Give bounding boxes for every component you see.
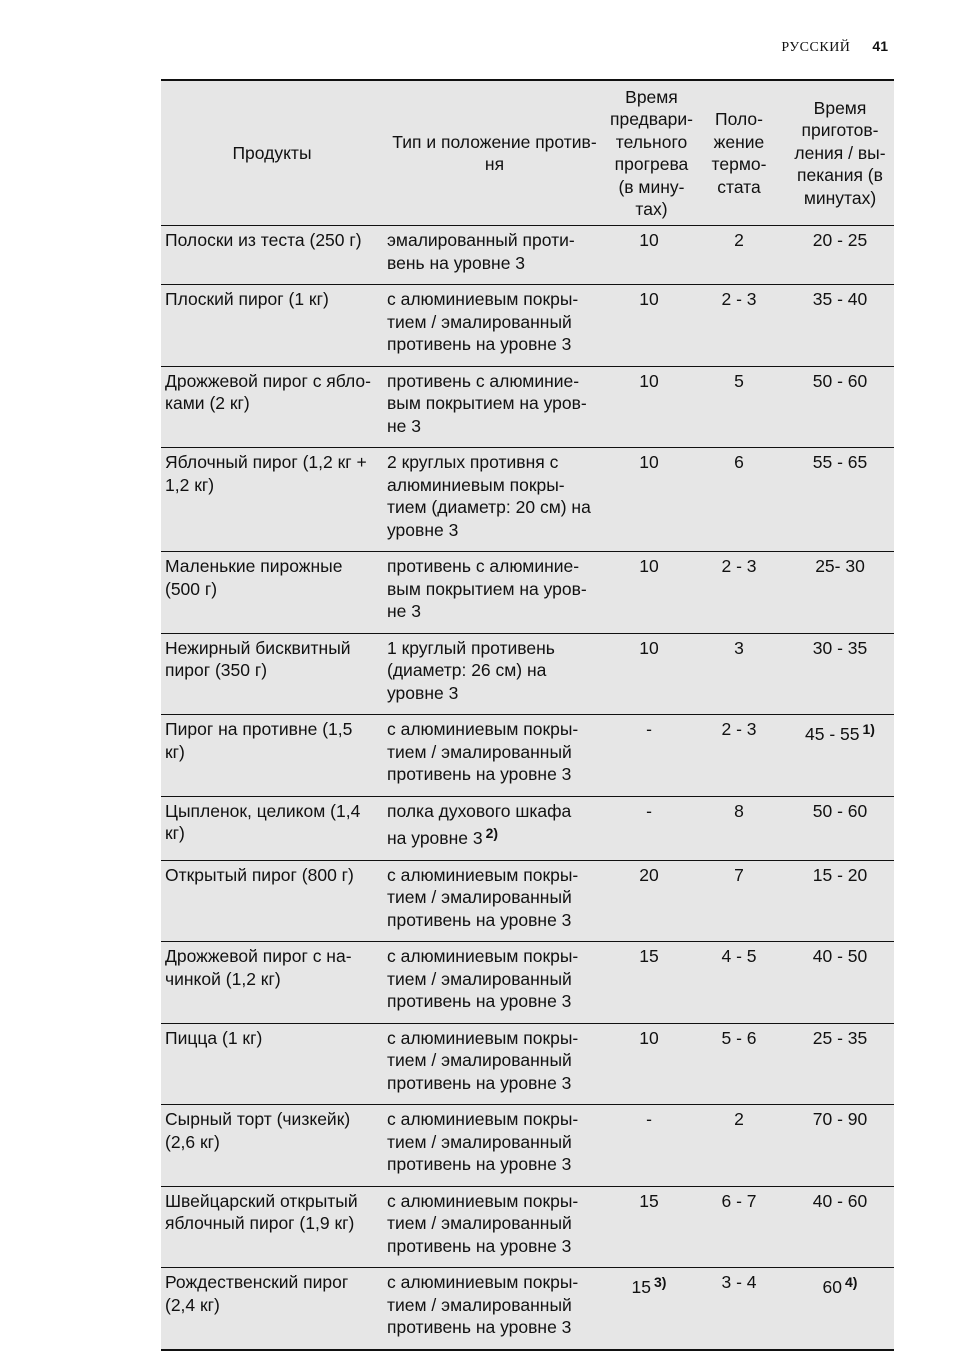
cell-tray xyxy=(383,1023,606,1105)
cell-preheat-text: 10 xyxy=(639,637,659,658)
cell-time xyxy=(786,226,894,285)
cell-preheat xyxy=(606,1268,692,1350)
cell-product xyxy=(161,1105,383,1187)
cell-preheat-text: 10 xyxy=(639,230,659,250)
cell-thermostat-text: 2 - 3 xyxy=(721,719,757,739)
cell-product xyxy=(161,860,383,942)
cell-time xyxy=(786,633,894,715)
table-row xyxy=(161,285,894,367)
cell-thermostat xyxy=(692,796,786,860)
cell-time xyxy=(786,552,894,634)
cell-preheat-text: - xyxy=(646,719,652,739)
cell-time xyxy=(786,860,894,942)
cell-product-text: Нежирный бисквитный пирог (350 г) xyxy=(165,637,351,680)
cell-thermostat-text: 4 - 5 xyxy=(721,946,757,966)
cell-time-text: 55 - 65 xyxy=(812,452,868,472)
cell-product xyxy=(161,285,383,367)
cell-thermostat xyxy=(692,366,786,448)
cell-tray-text: с алюминиевым покры- тием / эмалированный противень на уровне 3 xyxy=(387,289,579,354)
cell-tray xyxy=(383,285,606,367)
table-row xyxy=(161,860,894,942)
cell-tray-text: эмалированный проти- вень на уровне 3 xyxy=(387,230,575,273)
cell-preheat xyxy=(606,942,692,1024)
cell-product xyxy=(161,366,383,448)
cell-preheat xyxy=(606,285,692,367)
table-row xyxy=(161,796,894,860)
cell-time xyxy=(786,1268,894,1350)
cell-time xyxy=(786,366,894,448)
table-row xyxy=(161,942,894,1024)
cell-tray xyxy=(383,633,606,715)
cell-thermostat xyxy=(692,942,786,1024)
header-tray: Тип и положение против- ня xyxy=(383,80,606,226)
cell-tray-text: 2 круглых противня с алюминиевым покры- тием (диаметр: 20 см) на уровне 3 xyxy=(387,452,591,540)
cell-product-text: Маленькие пирожные (500 г) xyxy=(165,556,343,599)
cell-thermostat xyxy=(692,1268,786,1350)
cell-product-text: Плоский пирог (1 кг) xyxy=(165,289,329,309)
cell-product-text: Пирог на противне (1,5 кг) xyxy=(165,719,353,762)
cell-tray-text: с алюминиевым покры- тием / эмалированный противень на уровне 3 xyxy=(387,1109,579,1174)
cell-product-text: Цыпленок, целиком (1,4 кг) xyxy=(165,800,361,843)
cell-tray xyxy=(383,448,606,552)
page-number: 41 xyxy=(872,38,888,54)
cell-tray-text: с алюминиевым покры- тием / эмалированный противень на уровне 3 xyxy=(387,1272,579,1337)
cell-preheat xyxy=(606,633,692,715)
cell-time-text: 40 - 60 xyxy=(812,1190,868,1211)
cell-product-text: Открытый пирог (800 г) xyxy=(165,864,354,885)
cell-tray xyxy=(383,942,606,1024)
table-row xyxy=(161,1268,894,1350)
cell-tray xyxy=(383,1105,606,1187)
header-thermostat: Поло- жение термо- стата xyxy=(692,80,786,226)
cell-tray xyxy=(383,1268,606,1350)
table-row xyxy=(161,715,894,797)
page-header xyxy=(781,38,888,56)
cell-time-text: 25 - 35 xyxy=(812,1027,868,1048)
cell-time xyxy=(786,942,894,1024)
cell-preheat-text: 10 xyxy=(639,370,659,391)
cell-preheat xyxy=(606,796,692,860)
cell-time-text: 70 - 90 xyxy=(812,1109,868,1129)
footnote-marker: 3) xyxy=(654,1274,667,1290)
cell-product xyxy=(161,1023,383,1105)
cell-tray-text: полка духового шкафа на уровне 3 xyxy=(387,800,572,848)
cell-time xyxy=(786,1105,894,1187)
table-row xyxy=(161,1186,894,1268)
cell-thermostat-text: 5 xyxy=(734,370,744,391)
cell-tray-text: противень с алюминие- вым покрытием на уров- не 3 xyxy=(387,556,587,621)
cell-time xyxy=(786,1186,894,1268)
cell-thermostat-text: 2 xyxy=(734,230,744,250)
cell-tray xyxy=(383,552,606,634)
cell-tray-text: с алюминиевым покры- тием / эмалированный противень на уровне 3 xyxy=(387,946,579,1011)
cell-time-text: 50 - 60 xyxy=(812,800,868,821)
cell-product xyxy=(161,1186,383,1268)
cell-product-text: Швейцарский открытый яблочный пирог (1,9 кг) xyxy=(165,1190,358,1233)
cell-tray xyxy=(383,366,606,448)
cell-tray-text: противень с алюминие- вым покрытием на уров- не 3 xyxy=(387,370,587,436)
cell-tray-text: 1 круглый противень (диаметр: 26 см) на уровне 3 xyxy=(387,637,555,703)
cell-tray-text: с алюминиевым покры- тием / эмалированный противень на уровне 3 xyxy=(387,1190,579,1256)
cell-product xyxy=(161,226,383,285)
cell-thermostat-text: 3 - 4 xyxy=(721,1272,757,1292)
cell-time-text: 40 - 50 xyxy=(812,946,868,966)
table-row xyxy=(161,366,894,448)
cell-product-text: Дрожжевой пирог с на- чинкой (1,2 кг) xyxy=(165,946,352,989)
cell-time xyxy=(786,448,894,552)
section-title: РУССКИЙ xyxy=(781,40,851,55)
cell-thermostat xyxy=(692,285,786,367)
cell-preheat-text: 10 xyxy=(639,452,659,472)
table-row xyxy=(161,448,894,552)
cell-thermostat-text: 5 - 6 xyxy=(721,1027,757,1048)
cell-time-text: 30 - 35 xyxy=(812,637,868,658)
cell-product xyxy=(161,552,383,634)
cell-thermostat-text: 2 - 3 xyxy=(721,556,757,576)
cell-thermostat xyxy=(692,226,786,285)
cell-tray xyxy=(383,226,606,285)
cell-preheat xyxy=(606,366,692,448)
cell-preheat-text: 15 xyxy=(631,1277,651,1297)
table-row xyxy=(161,633,894,715)
cell-time xyxy=(786,1023,894,1105)
footnote-marker: 4) xyxy=(845,1274,858,1290)
cell-thermostat-text: 6 - 7 xyxy=(721,1190,757,1211)
header-time: Время приготов- ления / вы- пекания (в минутах) xyxy=(786,80,894,226)
cell-product xyxy=(161,448,383,552)
cell-thermostat xyxy=(692,552,786,634)
cell-tray-text: с алюминиевым покры- тием / эмалированный противень на уровне 3 xyxy=(387,864,579,930)
cell-preheat-text: 15 xyxy=(639,1190,659,1211)
cell-product-text: Пицца (1 кг) xyxy=(165,1027,263,1048)
cell-thermostat xyxy=(692,715,786,797)
cell-tray xyxy=(383,1186,606,1268)
cell-time xyxy=(786,715,894,797)
cell-preheat-text: 10 xyxy=(639,1027,659,1048)
cell-preheat xyxy=(606,1105,692,1187)
cell-preheat xyxy=(606,860,692,942)
cell-time xyxy=(786,285,894,367)
cell-tray-text: с алюминиевым покры- тием / эмалированный противень на уровне 3 xyxy=(387,719,579,784)
cell-thermostat-text: 7 xyxy=(734,864,744,885)
cell-tray xyxy=(383,796,606,860)
table-row xyxy=(161,552,894,634)
cell-product xyxy=(161,715,383,797)
cell-preheat-text: - xyxy=(646,800,652,821)
cell-product-text: Сырный торт (чизкейк) (2,6 кг) xyxy=(165,1109,351,1152)
cell-thermostat xyxy=(692,1023,786,1105)
cell-thermostat xyxy=(692,633,786,715)
footnote-marker: 2) xyxy=(485,825,499,841)
cell-product-text: Яблочный пирог (1,2 кг + 1,2 кг) xyxy=(165,452,367,495)
cell-product-text: Дрожжевой пирог с ябло- ками (2 кг) xyxy=(165,370,371,413)
cell-tray-text: с алюминиевым покры- тием / эмалированный противень на уровне 3 xyxy=(387,1027,579,1093)
cell-tray xyxy=(383,860,606,942)
cell-preheat-text: 20 xyxy=(639,864,659,885)
cell-time xyxy=(786,796,894,860)
cell-time-text: 50 - 60 xyxy=(812,370,868,391)
cell-product-text: Рождественский пирог (2,4 кг) xyxy=(165,1272,349,1315)
cell-thermostat-text: 8 xyxy=(734,800,744,821)
cell-preheat-text: 10 xyxy=(639,289,659,309)
cell-thermostat xyxy=(692,1105,786,1187)
baking-table xyxy=(161,79,894,1351)
cell-preheat xyxy=(606,552,692,634)
cell-time-text: 15 - 20 xyxy=(812,864,868,885)
cell-thermostat-text: 2 xyxy=(734,1109,744,1129)
cell-preheat xyxy=(606,448,692,552)
cell-thermostat-text: 6 xyxy=(734,452,744,472)
cell-time-text: 45 - 55 xyxy=(805,724,860,744)
cell-product xyxy=(161,942,383,1024)
header-preheat: Время предвари- тельного прогрева (в мину- тах) xyxy=(606,80,692,226)
cell-thermostat xyxy=(692,860,786,942)
cell-time-text: 35 - 40 xyxy=(812,289,868,309)
cell-thermostat xyxy=(692,1186,786,1268)
cell-preheat xyxy=(606,226,692,285)
table-row xyxy=(161,226,894,285)
cell-time-text: 20 - 25 xyxy=(812,230,868,250)
cell-product xyxy=(161,1268,383,1350)
cell-product xyxy=(161,633,383,715)
table-row xyxy=(161,1105,894,1187)
cell-product xyxy=(161,796,383,860)
cell-tray xyxy=(383,715,606,797)
cell-time-text: 25- 30 xyxy=(815,556,865,576)
footnote-marker: 1) xyxy=(862,721,875,737)
cell-preheat xyxy=(606,715,692,797)
cell-thermostat xyxy=(692,448,786,552)
cell-preheat-text: 15 xyxy=(639,946,659,966)
cell-preheat xyxy=(606,1023,692,1105)
table-header-row xyxy=(161,80,894,226)
table-row xyxy=(161,1023,894,1105)
cell-preheat-text: 10 xyxy=(639,556,659,576)
header-product: Продукты xyxy=(161,80,383,226)
cell-preheat xyxy=(606,1186,692,1268)
cell-time-text: 60 xyxy=(822,1277,842,1297)
cell-thermostat-text: 2 - 3 xyxy=(721,289,757,309)
cell-product-text: Полоски из теста (250 г) xyxy=(165,230,362,250)
cell-thermostat-text: 3 xyxy=(734,637,744,658)
cell-preheat-text: - xyxy=(646,1109,652,1129)
